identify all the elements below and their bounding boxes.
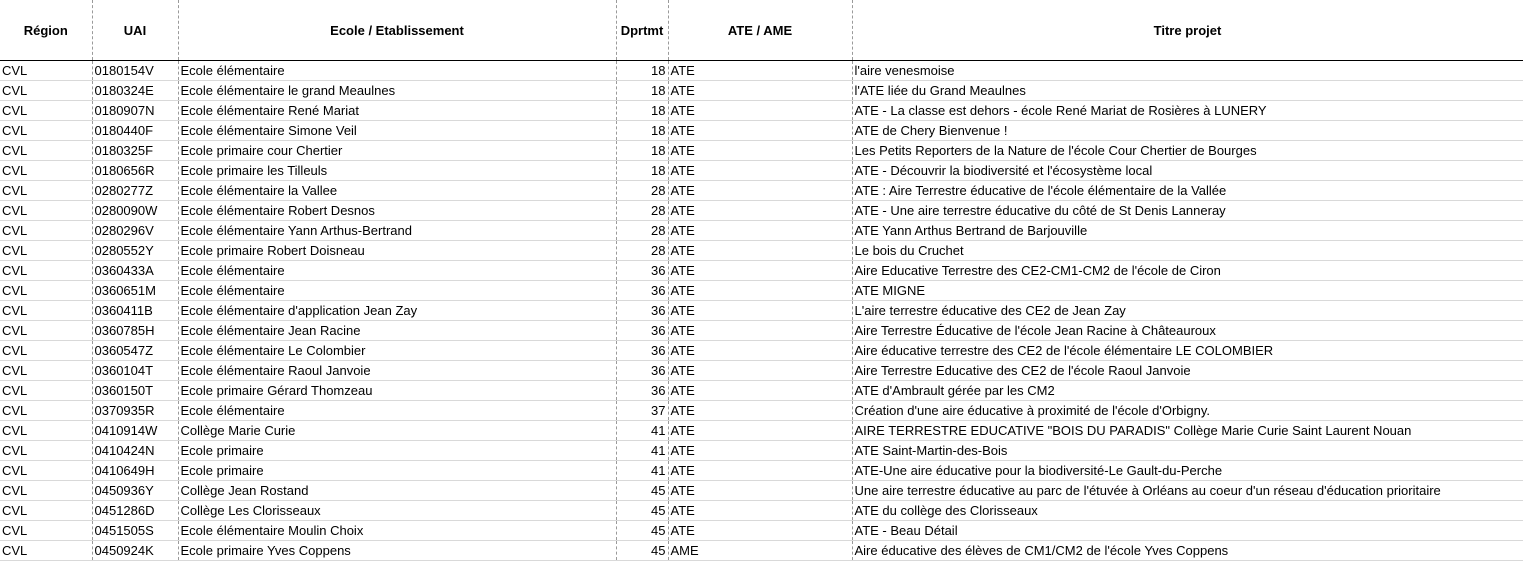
cell-ate-ame[interactable]: ATE xyxy=(668,121,852,141)
cell-dprtmt[interactable]: 36 xyxy=(616,341,668,361)
cell-ecole[interactable]: Ecole primaire cour Chertier xyxy=(178,141,616,161)
header-row xyxy=(0,0,1523,61)
cell-ecole[interactable]: Collège Marie Curie xyxy=(178,421,616,441)
table-row xyxy=(0,161,1523,181)
cell-ate-ame[interactable]: ATE xyxy=(668,81,852,101)
cell-uai[interactable]: 0180907N xyxy=(92,101,178,121)
cell-titre[interactable]: ATE du collège des Clorisseaux xyxy=(852,501,1523,521)
table-row xyxy=(0,101,1523,121)
cell-ecole[interactable]: Ecole élémentaire xyxy=(178,261,616,281)
cell-ecole[interactable]: Ecole élémentaire la Vallee xyxy=(178,181,616,201)
cell-uai[interactable]: 0360651M xyxy=(92,281,178,301)
cell-dprtmt[interactable]: 36 xyxy=(616,381,668,401)
cell-region[interactable]: CVL xyxy=(0,101,92,121)
table-row xyxy=(0,441,1523,461)
cell-titre[interactable]: ATE d'Ambrault gérée par les CM2 xyxy=(852,381,1523,401)
cell-region[interactable]: CVL xyxy=(0,541,92,561)
cell-ate-ame[interactable]: ATE xyxy=(668,261,852,281)
cell-titre[interactable]: ATE-Une aire éducative pour la biodiversité-Le Gault-du-Perche xyxy=(852,461,1523,481)
cell-uai[interactable]: 0280296V xyxy=(92,221,178,241)
cell-uai[interactable]: 0450924K xyxy=(92,541,178,561)
cell-dprtmt[interactable]: 37 xyxy=(616,401,668,421)
cell-ate-ame[interactable]: ATE xyxy=(668,501,852,521)
cell-dprtmt[interactable]: 36 xyxy=(616,361,668,381)
cell-dprtmt[interactable]: 28 xyxy=(616,181,668,201)
cell-ate-ame[interactable]: ATE xyxy=(668,101,852,121)
cell-uai[interactable]: 0180656R xyxy=(92,161,178,181)
cell-dprtmt[interactable]: 28 xyxy=(616,201,668,221)
cell-uai[interactable]: 0280090W xyxy=(92,201,178,221)
cell-region[interactable]: CVL xyxy=(0,61,92,81)
cell-uai[interactable]: 0360433A xyxy=(92,261,178,281)
cell-region[interactable]: CVL xyxy=(0,481,92,501)
cell-ate-ame[interactable]: ATE xyxy=(668,141,852,161)
cell-ecole[interactable]: Collège Jean Rostand xyxy=(178,481,616,501)
cell-ate-ame[interactable]: ATE xyxy=(668,401,852,421)
table-row xyxy=(0,121,1523,141)
cell-ate-ame[interactable]: ATE xyxy=(668,321,852,341)
header-region[interactable]: Région xyxy=(0,0,92,61)
cell-region[interactable]: CVL xyxy=(0,381,92,401)
cell-ecole[interactable]: Ecole primaire Gérard Thomzeau xyxy=(178,381,616,401)
cell-dprtmt[interactable]: 28 xyxy=(616,241,668,261)
cell-dprtmt[interactable]: 45 xyxy=(616,501,668,521)
cell-dprtmt[interactable]: 45 xyxy=(616,521,668,541)
cell-ate-ame[interactable]: ATE xyxy=(668,301,852,321)
cell-uai[interactable]: 0280552Y xyxy=(92,241,178,261)
cell-titre[interactable]: ATE Yann Arthus Bertrand de Barjouville xyxy=(852,221,1523,241)
cell-ecole[interactable]: Ecole élémentaire Raoul Janvoie xyxy=(178,361,616,381)
cell-dprtmt[interactable]: 18 xyxy=(616,61,668,81)
cell-ate-ame[interactable]: ATE xyxy=(668,341,852,361)
cell-region[interactable]: CVL xyxy=(0,81,92,101)
cell-ecole[interactable]: Ecole élémentaire Yann Arthus-Bertrand xyxy=(178,221,616,241)
cell-ecole[interactable]: Collège Les Clorisseaux xyxy=(178,501,616,521)
cell-uai[interactable]: 0410424N xyxy=(92,441,178,461)
cell-dprtmt[interactable]: 18 xyxy=(616,121,668,141)
cell-titre[interactable]: Aire Terrestre Educative des CE2 de l'école Raoul Janvoie xyxy=(852,361,1523,381)
cell-region[interactable]: CVL xyxy=(0,361,92,381)
table-row xyxy=(0,141,1523,161)
cell-titre[interactable]: ATE - Découvrir la biodiversité et l'écosystème local xyxy=(852,161,1523,181)
header-dprtmt[interactable]: Dprtmt xyxy=(616,0,668,61)
cell-ate-ame[interactable]: ATE xyxy=(668,161,852,181)
header-uai[interactable]: UAI xyxy=(92,0,178,61)
cell-titre[interactable]: l'ATE liée du Grand Meaulnes xyxy=(852,81,1523,101)
cell-ecole[interactable]: Ecole élémentaire Robert Desnos xyxy=(178,201,616,221)
cell-ecole[interactable]: Ecole primaire les Tilleuls xyxy=(178,161,616,181)
cell-region[interactable]: CVL xyxy=(0,521,92,541)
cell-ate-ame[interactable]: ATE xyxy=(668,441,852,461)
cell-ate-ame[interactable]: ATE xyxy=(668,521,852,541)
cell-ecole[interactable]: Ecole élémentaire René Mariat xyxy=(178,101,616,121)
cell-uai[interactable]: 0180324E xyxy=(92,81,178,101)
cell-ecole[interactable]: Ecole primaire xyxy=(178,441,616,461)
table-row xyxy=(0,421,1523,441)
cell-ate-ame[interactable]: ATE xyxy=(668,221,852,241)
cell-ecole[interactable]: Ecole élémentaire Moulin Choix xyxy=(178,521,616,541)
cell-uai[interactable]: 0180154V xyxy=(92,61,178,81)
table-row xyxy=(0,301,1523,321)
cell-titre[interactable]: Une aire terrestre éducative au parc de l'étuvée à Orléans au coeur d'un réseau d'éducation prioritaire xyxy=(852,481,1523,501)
cell-ecole[interactable]: Ecole élémentaire xyxy=(178,281,616,301)
cell-titre[interactable]: Aire Educative Terrestre des CE2-CM1-CM2 de l'école de Ciron xyxy=(852,261,1523,281)
table-row xyxy=(0,281,1523,301)
table-row xyxy=(0,341,1523,361)
cell-region[interactable]: CVL xyxy=(0,421,92,441)
cell-uai[interactable]: 0280277Z xyxy=(92,181,178,201)
cell-titre[interactable]: Le bois du Cruchet xyxy=(852,241,1523,261)
cell-region[interactable]: CVL xyxy=(0,221,92,241)
cell-uai[interactable]: 0360785H xyxy=(92,321,178,341)
cell-titre[interactable]: Création d'une aire éducative à proximité de l'école d'Orbigny. xyxy=(852,401,1523,421)
table-row xyxy=(0,481,1523,501)
table-row xyxy=(0,541,1523,561)
cell-region[interactable]: CVL xyxy=(0,141,92,161)
cell-dprtmt[interactable]: 45 xyxy=(616,541,668,561)
table-row xyxy=(0,201,1523,221)
cell-dprtmt[interactable]: 18 xyxy=(616,101,668,121)
cell-region[interactable]: CVL xyxy=(0,241,92,261)
cell-ecole[interactable]: Ecole primaire Robert Doisneau xyxy=(178,241,616,261)
cell-titre[interactable]: ATE de Chery Bienvenue ! xyxy=(852,121,1523,141)
cell-ecole[interactable]: Ecole élémentaire Le Colombier xyxy=(178,341,616,361)
cell-uai[interactable]: 0410914W xyxy=(92,421,178,441)
cell-titre[interactable]: ATE - Une aire terrestre éducative du côté de St Denis Lanneray xyxy=(852,201,1523,221)
cell-ecole[interactable]: Ecole élémentaire Simone Veil xyxy=(178,121,616,141)
cell-dprtmt[interactable]: 36 xyxy=(616,321,668,341)
cell-uai[interactable]: 0180440F xyxy=(92,121,178,141)
cell-titre[interactable]: Aire éducative terrestre des CE2 de l'école élémentaire LE COLOMBIER xyxy=(852,341,1523,361)
cell-region[interactable]: CVL xyxy=(0,261,92,281)
table-row xyxy=(0,181,1523,201)
cell-ate-ame[interactable]: ATE xyxy=(668,61,852,81)
cell-uai[interactable]: 0370935R xyxy=(92,401,178,421)
cell-ate-ame[interactable]: ATE xyxy=(668,201,852,221)
cell-dprtmt[interactable]: 45 xyxy=(616,481,668,501)
cell-ate-ame[interactable]: ATE xyxy=(668,461,852,481)
cell-uai[interactable]: 0450936Y xyxy=(92,481,178,501)
table-row xyxy=(0,501,1523,521)
table-row xyxy=(0,261,1523,281)
cell-dprtmt[interactable]: 28 xyxy=(616,221,668,241)
cell-ate-ame[interactable]: ATE xyxy=(668,361,852,381)
cell-region[interactable]: CVL xyxy=(0,281,92,301)
cell-titre[interactable]: ATE MIGNE xyxy=(852,281,1523,301)
cell-region[interactable]: CVL xyxy=(0,341,92,361)
cell-region[interactable]: CVL xyxy=(0,401,92,421)
cell-titre[interactable]: ATE Saint-Martin-des-Bois xyxy=(852,441,1523,461)
cell-titre[interactable]: L'aire terrestre éducative des CE2 de Jean Zay xyxy=(852,301,1523,321)
cell-ate-ame[interactable]: ATE xyxy=(668,381,852,401)
cell-titre[interactable]: Aire éducative des élèves de CM1/CM2 de l'école Yves Coppens xyxy=(852,541,1523,561)
cell-ecole[interactable]: Ecole élémentaire xyxy=(178,61,616,81)
cell-titre[interactable]: Aire Terrestre Éducative de l'école Jean Racine à Châteauroux xyxy=(852,321,1523,341)
table-row xyxy=(0,321,1523,341)
table-row xyxy=(0,521,1523,541)
cell-ate-ame[interactable]: ATE xyxy=(668,181,852,201)
cell-titre[interactable]: ATE : Aire Terrestre éducative de l'école élémentaire de la Vallée xyxy=(852,181,1523,201)
table-row xyxy=(0,461,1523,481)
cell-region[interactable]: CVL xyxy=(0,161,92,181)
header-titre[interactable]: Titre projet xyxy=(852,0,1523,61)
table-row xyxy=(0,241,1523,261)
cell-region[interactable]: CVL xyxy=(0,201,92,221)
table-row xyxy=(0,221,1523,241)
cell-dprtmt[interactable]: 41 xyxy=(616,421,668,441)
cell-region[interactable]: CVL xyxy=(0,461,92,481)
cell-ecole[interactable]: Ecole élémentaire Jean Racine xyxy=(178,321,616,341)
cell-uai[interactable]: 0180325F xyxy=(92,141,178,161)
cell-uai[interactable]: 0451286D xyxy=(92,501,178,521)
cell-ate-ame[interactable]: ATE xyxy=(668,481,852,501)
cell-dprtmt[interactable]: 36 xyxy=(616,281,668,301)
cell-dprtmt[interactable]: 18 xyxy=(616,141,668,161)
cell-ate-ame[interactable]: AME xyxy=(668,541,852,561)
cell-ecole[interactable]: Ecole élémentaire le grand Meaulnes xyxy=(178,81,616,101)
cell-dprtmt[interactable]: 41 xyxy=(616,461,668,481)
cell-dprtmt[interactable]: 18 xyxy=(616,81,668,101)
table-row xyxy=(0,381,1523,401)
cell-uai[interactable]: 0360150T xyxy=(92,381,178,401)
table-row xyxy=(0,61,1523,81)
cell-uai[interactable]: 0360547Z xyxy=(92,341,178,361)
cell-titre[interactable]: ATE - Beau Détail xyxy=(852,521,1523,541)
cell-ate-ame[interactable]: ATE xyxy=(668,421,852,441)
cell-uai[interactable]: 0360411B xyxy=(92,301,178,321)
table-row xyxy=(0,401,1523,421)
cell-region[interactable]: CVL xyxy=(0,121,92,141)
cell-titre[interactable]: l'aire venesmoise xyxy=(852,61,1523,81)
cell-region[interactable]: CVL xyxy=(0,301,92,321)
cell-ecole[interactable]: Ecole élémentaire d'application Jean Zay xyxy=(178,301,616,321)
cell-uai[interactable]: 0410649H xyxy=(92,461,178,481)
cell-uai[interactable]: 0360104T xyxy=(92,361,178,381)
header-ate-ame[interactable]: ATE / AME xyxy=(668,0,852,61)
table-row xyxy=(0,361,1523,381)
cell-dprtmt[interactable]: 41 xyxy=(616,441,668,461)
cell-titre[interactable]: Les Petits Reporters de la Nature de l'école Cour Chertier de Bourges xyxy=(852,141,1523,161)
cell-region[interactable]: CVL xyxy=(0,321,92,341)
table-row xyxy=(0,81,1523,101)
cell-titre[interactable]: ATE - La classe est dehors - école René Mariat de Rosières à LUNERY xyxy=(852,101,1523,121)
cell-dprtmt[interactable]: 36 xyxy=(616,261,668,281)
cell-ecole[interactable]: Ecole primaire xyxy=(178,461,616,481)
table-body xyxy=(0,61,1523,561)
cell-uai[interactable]: 0451505S xyxy=(92,521,178,541)
cell-ate-ame[interactable]: ATE xyxy=(668,241,852,261)
cell-region[interactable]: CVL xyxy=(0,181,92,201)
cell-dprtmt[interactable]: 18 xyxy=(616,161,668,181)
cell-region[interactable]: CVL xyxy=(0,501,92,521)
cell-dprtmt[interactable]: 36 xyxy=(616,301,668,321)
cell-titre[interactable]: AIRE TERRESTRE EDUCATIVE "BOIS DU PARADIS" Collège Marie Curie Saint Laurent Nouan xyxy=(852,421,1523,441)
header-ecole[interactable]: Ecole / Etablissement xyxy=(178,0,616,61)
cell-ecole[interactable]: Ecole primaire Yves Coppens xyxy=(178,541,616,561)
cell-ate-ame[interactable]: ATE xyxy=(668,281,852,301)
cell-ecole[interactable]: Ecole élémentaire xyxy=(178,401,616,421)
cell-region[interactable]: CVL xyxy=(0,441,92,461)
